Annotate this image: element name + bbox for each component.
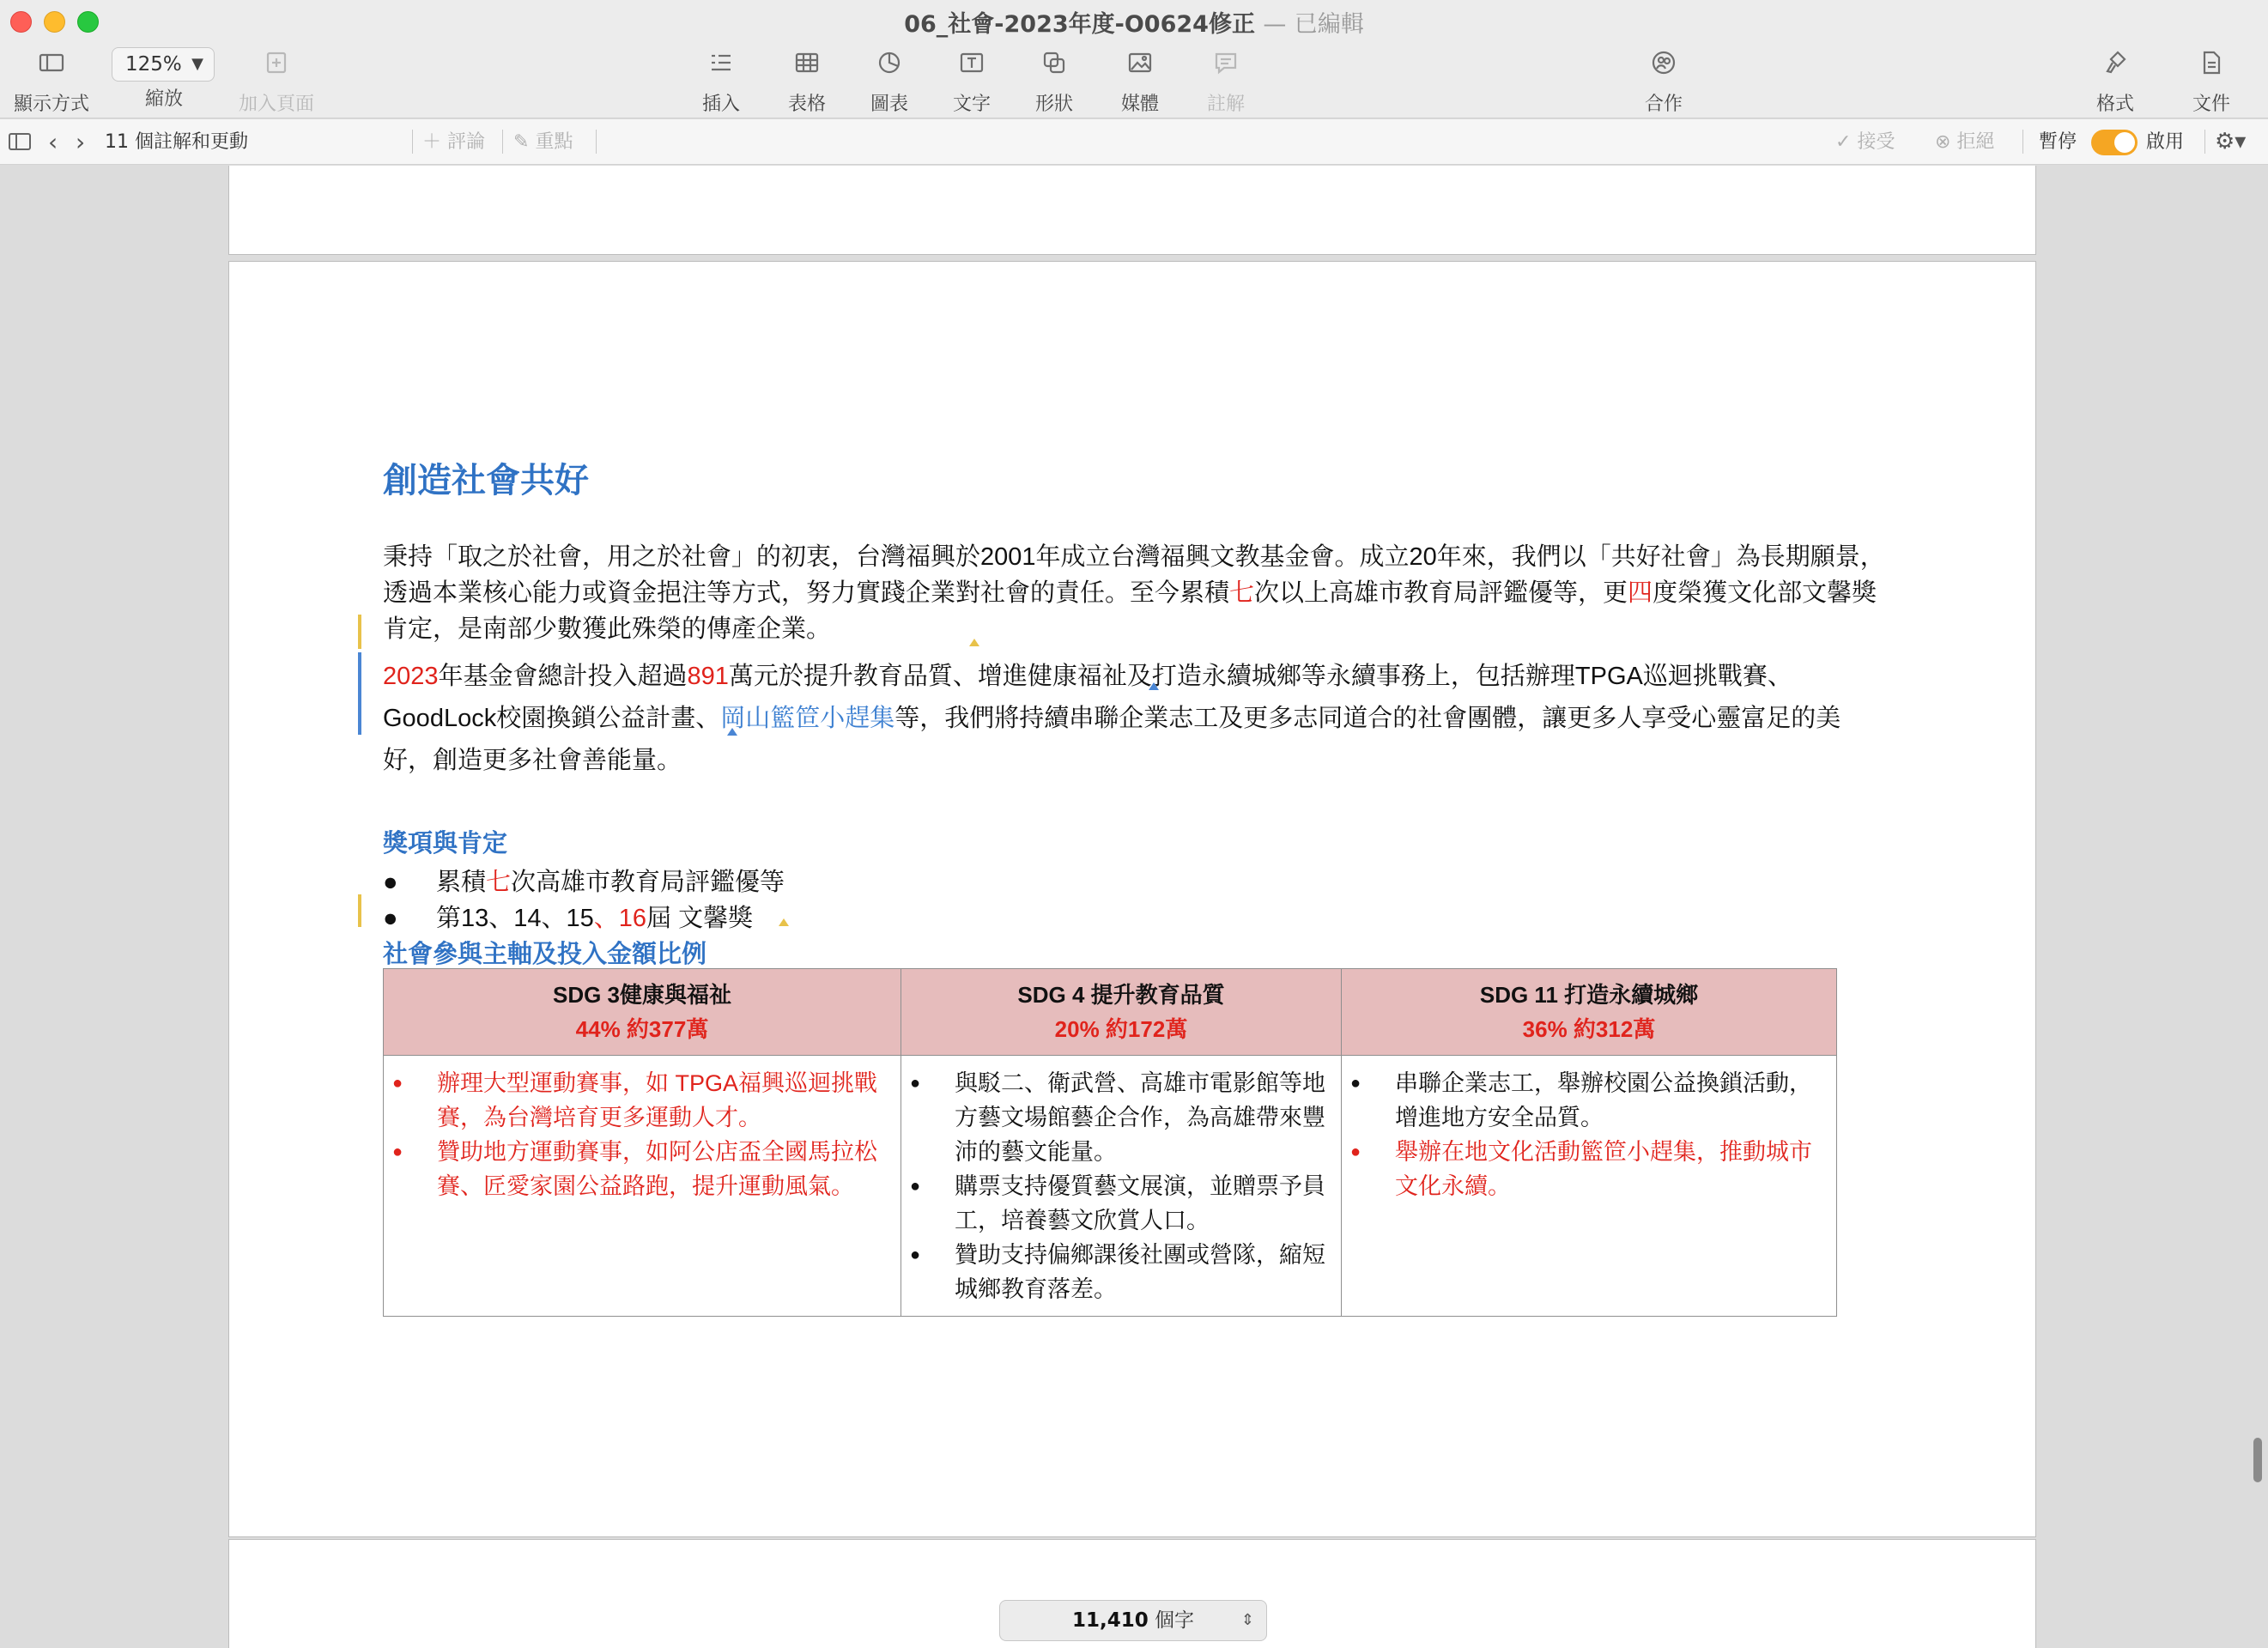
checkmark-circle-icon: ✓ (1835, 131, 1852, 153)
column-title: SDG 11 打造永續城鄉 (1479, 982, 1699, 1008)
highlight-label: 重點 (535, 131, 573, 153)
collaborate-label: 合作 (1644, 94, 1683, 115)
insert-list-icon (687, 48, 755, 79)
list-item: ● 辦理大型運動賽事，如 TPGA福興巡迴挑戰賽，為台灣培育更多運動人才。 (392, 1066, 892, 1135)
vertical-scrollbar-thumb[interactable] (2253, 1438, 2262, 1482)
list-item (383, 863, 785, 898)
reject-label: 拒絕 (1956, 131, 1995, 153)
zoom-dropdown[interactable] (112, 47, 215, 82)
next-change-icon[interactable]: › (76, 128, 86, 156)
table-button[interactable] (773, 48, 841, 116)
inserted-text: 岡山籃笸小趕集 (720, 705, 895, 732)
zoom-value: 125% (125, 53, 182, 76)
list-item: ● 贊助支持偏鄉課後社團或營隊，縮短城鄉教育落差。 (910, 1238, 1332, 1306)
column-percentage: 44% 約377萬 (575, 1016, 709, 1042)
document-canvas[interactable] (0, 166, 2268, 1648)
comment-bubble-icon (1192, 48, 1260, 79)
text-box-icon (937, 48, 1006, 79)
pencil-icon: ✎ (513, 131, 530, 153)
word-count-unit: 個字 (1155, 1609, 1195, 1632)
word-count-value: 11,410 (1071, 1609, 1149, 1632)
document-label: 文件 (2192, 94, 2230, 115)
divider (502, 130, 503, 154)
text-button[interactable] (937, 48, 1006, 116)
list-item: ● 購票支持優質藝文展演，並贈票予員工，培養藝文欣賞人口。 (910, 1169, 1332, 1238)
view-label: 顯示方式 (13, 94, 89, 115)
add-page-label: 加入頁面 (238, 94, 314, 115)
toggle-knob (2114, 132, 2135, 153)
paintbrush-icon (2081, 48, 2150, 79)
sidebar-view-icon (12, 48, 91, 79)
comment-label: 註解 (1206, 94, 1245, 115)
intro-paragraph[interactable] (383, 539, 1885, 647)
list-item: ● 與駁二、衛武營、高雄市電影館等地方藝文場館藝企合作，為高雄帶來豐沛的藝文能量。 (910, 1066, 1332, 1169)
revised-text: 891 (687, 663, 729, 690)
settings-gear-icon[interactable]: ⚙▾ (2215, 129, 2247, 154)
format-label: 格式 (2095, 94, 2134, 115)
table-cell[interactable] (384, 1056, 901, 1317)
list-text: 次高雄市教育局評鑑優等 (511, 869, 785, 896)
change-bar (358, 894, 361, 927)
document-button[interactable] (2177, 48, 2246, 116)
bullet: ● (383, 869, 398, 896)
revised-text: 七 (486, 869, 512, 896)
divider (2204, 130, 2205, 154)
plus-icon: ＋ (422, 131, 442, 153)
table-header-cell (1342, 969, 1837, 1056)
collaborate-button[interactable] (1629, 48, 1698, 116)
revised-text: 四 (1628, 579, 1653, 607)
shape-icon (1020, 48, 1089, 79)
media-label: 媒體 (1120, 94, 1159, 115)
bullet: ● (383, 905, 398, 932)
revised-text: 2023 (383, 663, 439, 690)
table-cell[interactable] (1342, 1056, 1837, 1317)
paragraph-text: 年基金會總計投入超過 (438, 663, 688, 690)
paragraph-text: 次以上高雄市教育局評鑑優等，更 (1254, 579, 1628, 607)
accept-button[interactable] (1835, 119, 1895, 165)
media-button[interactable] (1106, 48, 1174, 116)
review-bar (0, 119, 2268, 165)
zoom-label: 縮放 (144, 88, 183, 110)
sdg-table[interactable] (383, 968, 1837, 1317)
previous-change-icon[interactable]: ‹ (48, 128, 58, 156)
comment-button[interactable] (1192, 48, 1260, 116)
add-page-icon (237, 48, 316, 79)
window-title (0, 5, 2268, 39)
table-cell[interactable] (901, 1056, 1342, 1317)
accept-label: 接受 (1857, 131, 1895, 153)
change-marker[interactable] (727, 728, 737, 736)
table-header-cell (384, 969, 901, 1056)
list-text: 累積 (436, 869, 487, 896)
list-item: ● 舉辦在地文化活動籃笸小趕集，推動城市文化永續。 (1350, 1135, 1828, 1203)
table-row (384, 1056, 1837, 1317)
highlight-button[interactable] (513, 119, 573, 165)
collaborate-icon (1629, 48, 1698, 79)
table-header-cell (901, 969, 1342, 1056)
shape-button[interactable] (1020, 48, 1089, 116)
revised-text: 七 (1229, 579, 1255, 607)
paragraph-text: 等，我們將持續串聯企業志工及更多志同道合的社會團體，讓更多人享受心靈富足的美好，創造更多社會善能量。 (383, 705, 1841, 774)
revised-text: 、16 (593, 905, 647, 932)
edited-state: 已編輯 (1294, 11, 1364, 38)
sdg-heading: 社會參與主軸及投入金額比例 (383, 941, 707, 968)
add-comment-button[interactable] (422, 119, 485, 165)
stepper-icon: ⇕ (1240, 1611, 1254, 1629)
change-marker[interactable] (1149, 682, 1159, 690)
section-title: 創造社會共好 (383, 462, 589, 500)
foundation-paragraph[interactable] (383, 656, 1885, 782)
photo-icon (1106, 48, 1174, 79)
window-titlebar (0, 0, 2268, 118)
title-separator: — (1263, 11, 1287, 38)
paragraph-text: 度榮獲文化部文馨獎肯定，是南部少數獲此殊榮的傳產企業。 (383, 579, 1877, 643)
enable-label: 啟用 (2146, 131, 2185, 153)
shape-label: 形狀 (1034, 94, 1073, 115)
pause-label: 暫停 (2039, 131, 2077, 153)
list-item (383, 899, 753, 934)
list-text: 第13、14、15 (436, 905, 594, 932)
awards-heading: 獎項與肯定 (383, 830, 508, 857)
change-marker[interactable] (969, 639, 979, 646)
insert-label: 插入 (701, 94, 740, 115)
changes-count: 11 個註解和更動 (105, 131, 248, 153)
word-count-popup[interactable] (999, 1600, 1267, 1641)
comments-pane-icon[interactable] (7, 119, 33, 165)
reject-button[interactable] (1935, 119, 1994, 165)
chart-label: 圖表 (870, 94, 908, 115)
column-percentage: 20% 約172萬 (1054, 1016, 1188, 1042)
paragraph-text: 萬元於提升教育品質、增進健康福祉及打造永續城鄉等永續事務上，包括辦理TPGA巡迴挑戰賽、GoodLock校園換鎖公益計畫、 (383, 663, 1792, 732)
document-name: 06_社會-2023年度-O0624修正 (904, 11, 1255, 38)
text-label: 文字 (952, 94, 991, 115)
column-title: SDG 4 提升教育品質 (1017, 982, 1225, 1008)
column-percentage: 36% 約312萬 (1522, 1016, 1656, 1042)
divider (412, 130, 413, 154)
previous-page (228, 166, 2036, 255)
chevron-down-icon: ▼ (191, 55, 203, 73)
list-text: 屆 文馨獎 (646, 905, 754, 932)
insert-button[interactable] (687, 48, 755, 116)
column-title: SDG 3健康與福祉 (552, 982, 732, 1008)
document-icon (2177, 48, 2246, 79)
table-icon (773, 48, 841, 79)
change-marker[interactable] (779, 918, 789, 926)
table-header-row (384, 969, 1837, 1056)
chart-button[interactable] (855, 48, 924, 116)
divider (596, 130, 597, 154)
x-circle-icon: ⊗ (1935, 131, 1951, 153)
list-item: ● 贊助地方運動賽事，如阿公店盃全國馬拉松賽、匠愛家園公益路跑，提升運動風氣。 (392, 1135, 892, 1203)
zoom-label-wrap (125, 84, 203, 111)
add-page-button[interactable] (237, 48, 316, 116)
table-label: 表格 (787, 94, 826, 115)
divider (2022, 130, 2023, 154)
list-item: ● 串聯企業志工，舉辦校園公益換鎖活動，增進地方安全品質。 (1350, 1066, 1828, 1135)
change-bar (358, 652, 361, 735)
track-changes-toggle[interactable] (2091, 130, 2138, 155)
format-button[interactable] (2081, 48, 2150, 116)
comment-label: 評論 (447, 131, 486, 153)
paragraph-text: 秉持「取之於社會，用之於社會」的初衷，台灣福興於2001年成立台灣福興文教基金會。成立20年來，我們以「共好社會」為長期願景，透過本業核心能力或資金挹注等方式，努力實踐企業對社會的責任。至今累積 (383, 543, 1885, 607)
pie-chart-icon (855, 48, 924, 79)
view-button[interactable] (12, 48, 91, 116)
change-bar (358, 615, 361, 649)
